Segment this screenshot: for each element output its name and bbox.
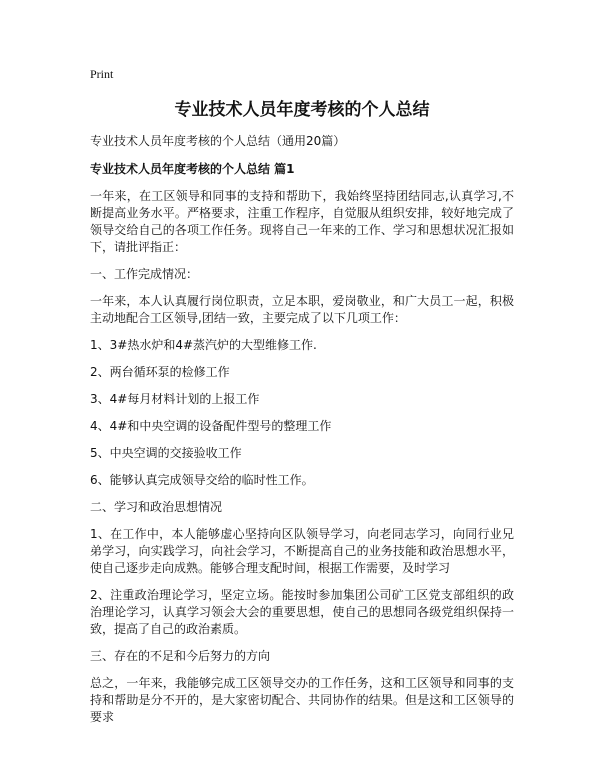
paragraph-study-1: 1、在工作中，本人能够虚心坚持向区队领导学习，向老同志学习，向同行业兄弟学习，向实践学习，向社会学习，不断提高自己的业务技能和政治思想水平，使自己逐步走向成熟。能够合理支配时间，根据工作需要，及时学习 (90, 527, 514, 575)
list-item-6: 6、能够认真完成领导交给的临时性工作。 (90, 473, 314, 487)
paragraph-conclusion: 总之，一年来，我能够完成工区领导交办的工作任务，这和工区领导和同事的支持和帮助是分不开的，是大家密切配合、共同协作的结果。但是这和工区领导的要求 (90, 676, 514, 724)
list-item-4: 4、4#和中央空调的设备配件型号的整理工作 (90, 419, 332, 433)
list-item-1: 1、3#热水炉和4#蒸汽炉的大型维修工作. (90, 338, 317, 352)
paragraph-heading-work: 一、工作完成情况： (90, 267, 199, 281)
paragraph-work-summary: 一年来，本人认真履行岗位职责，立足本职，爱岗敬业，和广大员工一起，积极主动地配合工区领导,团结一致，主要完成了以下几项工作： (90, 294, 514, 325)
paragraph-study-2: 2、注重政治理论学习，坚定立场。能按时参加集团公司矿工区党支部组织的政治理论学习，认真学习领会大会的重要思想，使自己的思想同各级党组织保持一致，提高了自己的政治素质。 (90, 588, 514, 636)
paragraph-intro: 一年来，在工区领导和同事的支持和帮助下，我始终坚持团结同志,认真学习,不断提高业务水平。严格要求，注重工作程序，自觉服从组织安排，较好地完成了领导交给自己的各项工作任务。现将自己一年来的工作、学习和思想状况汇报如下，请批评指正： (90, 189, 514, 254)
paragraph-heading-shortcomings: 三、存在的不足和今后努力的方向 (90, 649, 271, 663)
list-item-5: 5、中央空调的交接验收工作 (90, 446, 242, 460)
list-item-3: 3、4#每月材料计划的上报工作 (90, 392, 260, 406)
document-subtitle: 专业技术人员年度考核的个人总结（通用20篇） (90, 134, 346, 148)
paragraph-heading-study: 二、学习和政治思想情况 (90, 500, 223, 514)
section-heading: 专业技术人员年度考核的个人总结 篇1 (90, 162, 295, 176)
document-title: 专业技术人员年度考核的个人总结 (174, 100, 430, 120)
list-item-2: 2、两台循环泵的检修工作 (90, 365, 230, 379)
print-label: Print (90, 67, 114, 81)
